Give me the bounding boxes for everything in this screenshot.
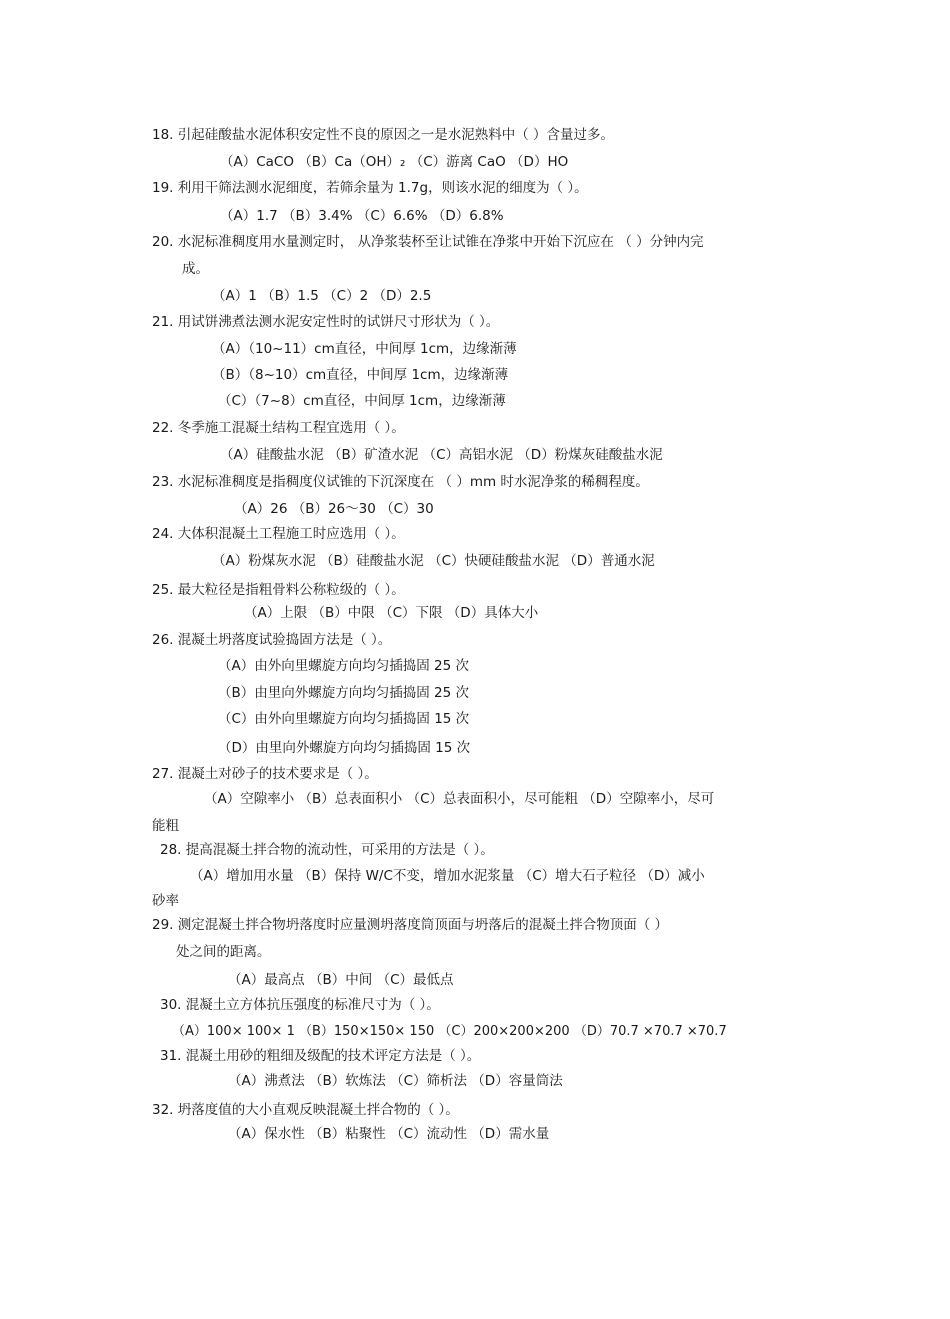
question-19-stem: 19. 利用干筛法测水泥细度，若筛余量为 1.7g，则该水泥的细度为（ ）。 (152, 180, 588, 196)
question-21-option-a: （A）（10~11）cm直径，中间厚 1cm，边缘渐薄 (212, 341, 517, 357)
question-31-stem: 31. 混凝土用砂的粗细及级配的技术评定方法是（ ）。 (160, 1048, 481, 1064)
question-28-options: （A）增加用水量 （B）保持 W/C不变，增加水泥浆量 （C）增大石子粒径 （D）减小 (190, 868, 705, 884)
question-23-stem: 23. 水泥标准稠度是指稠度仪试锥的下沉深度在 （ ）mm 时水泥净浆的稀稠程度。 (152, 474, 649, 490)
question-27-options: （A）空隙率小 （B）总表面积小 （C）总表面积小，尽可能粗 （D）空隙率小，尽可 (204, 791, 715, 807)
question-32-options: （A）保水性 （B）粘聚性 （C）流动性 （D）需水量 (228, 1126, 550, 1142)
question-20-stem: 20. 水泥标准稠度用水量测定时， 从净浆装杯至让试锥在净浆中开始下沉应在 （ ）分钟内完 (152, 234, 704, 250)
question-29-stem: 29. 测定混凝土拌合物坍落度时应量测坍落度筒顶面与坍落后的混凝土拌合物顶面（ ） (152, 917, 669, 933)
question-19-options: （A）1.7 （B）3.4% （C）6.6% （D）6.8% (220, 208, 504, 224)
question-29-stem-continued: 处之间的距离。 (176, 944, 271, 960)
question-18-options: （A）CaCO （B）Ca（OH）₂ （C）游离 CaO （D）HO (220, 154, 569, 170)
question-26-option-a: （A）由外向里螺旋方向均匀插捣固 25 次 (218, 658, 469, 674)
question-18-stem: 18. 引起硅酸盐水泥体积安定性不良的原因之一是水泥熟料中（ ）含量过多。 (152, 127, 615, 143)
question-25-options: （A）上限 （B）中限 （C）下限 （D）具体大小 (244, 605, 539, 621)
question-26-stem: 26. 混凝土坍落度试验捣固方法是（ ）。 (152, 632, 392, 648)
question-20-stem-continued: 成。 (182, 261, 209, 277)
question-32-stem: 32. 坍落度值的大小直观反映混凝土拌合物的（ ）。 (152, 1102, 459, 1118)
question-30-options: （A）100× 100× 1 （B）150×150× 150 （C）200×200×200 （D）70.7 ×70.7 ×70.7 (172, 1024, 727, 1039)
question-22-stem: 22. 冬季施工混凝土结构工程宜选用（ ）。 (152, 420, 405, 436)
question-28-options-continued: 砂率 (152, 893, 179, 909)
question-21-option-b: （B）（8~10）cm直径，中间厚 1cm，边缘渐薄 (212, 367, 509, 383)
question-26-option-c: （C）由外向里螺旋方向均匀插捣固 15 次 (218, 711, 470, 727)
question-25-stem: 25. 最大粒径是指粗骨料公称粒级的（ ）。 (152, 582, 405, 598)
question-27-stem: 27. 混凝土对砂子的技术要求是（ ）。 (152, 766, 378, 782)
question-29-options: （A）最高点 （B）中间 （C）最低点 (228, 972, 454, 988)
question-21-stem: 21. 用试饼沸煮法测水泥安定性时的试饼尺寸形状为（ ）。 (152, 314, 500, 330)
question-23-options: （A）26 （B）26～30 （C）30 (234, 501, 434, 517)
question-26-option-b: （B）由里向外螺旋方向均匀插捣固 25 次 (218, 685, 470, 701)
question-24-options: （A）粉煤灰水泥 （B）硅酸盐水泥 （C）快硬硅酸盐水泥 （D）普通水泥 (212, 553, 655, 569)
question-28-stem: 28. 提高混凝土拌合物的流动性，可采用的方法是（ ）。 (160, 842, 494, 858)
question-31-options: （A）沸煮法 （B）软炼法 （C）筛析法 （D）容量筒法 (228, 1073, 563, 1089)
question-21-option-c: （C）（7~8）cm直径，中间厚 1cm，边缘渐薄 (218, 393, 506, 409)
question-20-options: （A）1 （B）1.5 （C）2 （D）2.5 (212, 288, 432, 304)
question-26-option-d: （D）由里向外螺旋方向均匀插捣固 15 次 (218, 740, 471, 756)
question-24-stem: 24. 大体积混凝土工程施工时应选用（ ）。 (152, 526, 405, 542)
question-22-options: （A）硅酸盐水泥 （B）矿渣水泥 （C）高铝水泥 （D）粉煤灰硅酸盐水泥 (220, 447, 663, 463)
question-27-options-continued: 能粗 (152, 818, 179, 834)
question-30-stem: 30. 混凝土立方体抗压强度的标准尺寸为（ ）。 (160, 997, 440, 1013)
